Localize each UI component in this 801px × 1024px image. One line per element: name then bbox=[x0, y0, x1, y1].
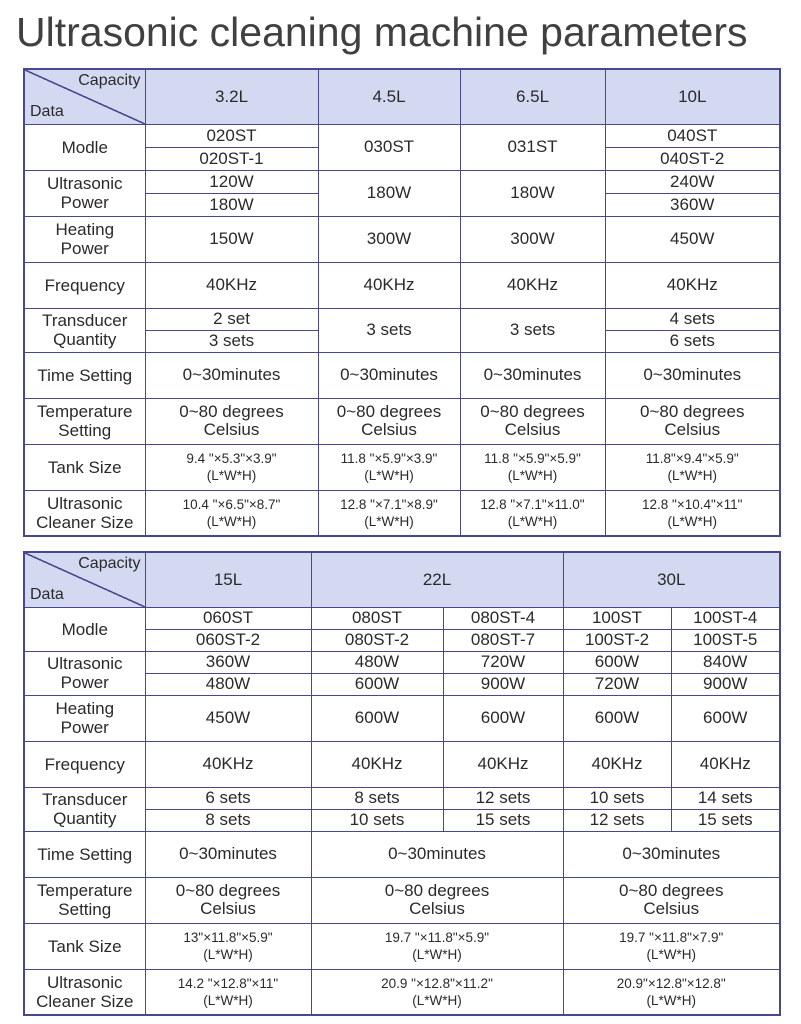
time-cell: 0~30minutes bbox=[460, 352, 605, 398]
label-line: Cleaner Size bbox=[36, 991, 134, 1011]
label-line: Power bbox=[60, 673, 109, 692]
tank-size-cell: 11.8 "×5.9"×5.9" (L*W*H) bbox=[460, 444, 605, 490]
heating-cell: 300W bbox=[318, 216, 460, 262]
label-line: Heating bbox=[55, 699, 115, 718]
row-label-heating-power bbox=[24, 695, 145, 741]
capacity-header: 15L bbox=[145, 552, 311, 607]
power-cell: 720W bbox=[443, 651, 563, 673]
frequency-cell: 40KHz bbox=[605, 262, 780, 308]
capacity-label: Capacity bbox=[78, 555, 141, 572]
heating-cell: 150W bbox=[145, 216, 318, 262]
header-corner-cell bbox=[24, 69, 145, 124]
row-label-temperature-setting bbox=[24, 877, 145, 923]
heating-cell: 600W bbox=[563, 695, 671, 741]
capacity-header: 22L bbox=[311, 552, 563, 607]
row-label-frequency: Frequency bbox=[24, 262, 145, 308]
tank-size-cell: 9.4 "×5.3"×3.9" (L*W*H) bbox=[145, 444, 318, 490]
row-label-time-setting: Time Setting bbox=[24, 831, 145, 877]
model-cell: 020ST bbox=[145, 124, 318, 147]
model-cell: 080ST-7 bbox=[443, 629, 563, 651]
row-label-time-setting: Time Setting bbox=[24, 352, 145, 398]
power-cell: 840W bbox=[671, 651, 780, 673]
frequency-cell: 40KHz bbox=[145, 262, 318, 308]
capacity-header: 3.2L bbox=[145, 69, 318, 124]
transducer-cell: 6 sets bbox=[605, 330, 780, 352]
heating-cell: 450W bbox=[145, 695, 311, 741]
model-cell: 040ST-2 bbox=[605, 147, 780, 170]
transducer-cell: 14 sets bbox=[671, 787, 780, 809]
page-title: Ultrasonic cleaning machine parameters bbox=[16, 9, 748, 55]
label-line: Cleaner Size bbox=[36, 512, 134, 532]
transducer-cell: 15 sets bbox=[443, 809, 563, 831]
frequency-cell: 40KHz bbox=[318, 262, 460, 308]
power-cell: 180W bbox=[460, 170, 605, 216]
time-cell: 0~30minutes bbox=[145, 831, 311, 877]
time-cell: 0~30minutes bbox=[145, 352, 318, 398]
model-cell: 060ST-2 bbox=[145, 629, 311, 651]
row-label-ultrasonic-power bbox=[24, 170, 145, 216]
header-corner-cell bbox=[24, 552, 145, 607]
power-cell: 360W bbox=[145, 651, 311, 673]
model-cell: 040ST bbox=[605, 124, 780, 147]
temperature-cell: 0~80 degrees Celsius bbox=[311, 877, 563, 923]
spec-table-small bbox=[23, 68, 781, 537]
label-line: Setting bbox=[58, 421, 112, 440]
transducer-cell: 12 sets bbox=[563, 809, 671, 831]
transducer-cell: 3 sets bbox=[460, 308, 605, 352]
frequency-cell: 40KHz bbox=[671, 741, 780, 787]
tank-size-cell: 13"×11.8"×5.9" (L*W*H) bbox=[145, 923, 311, 969]
row-label-ultrasonic-power bbox=[24, 651, 145, 695]
transducer-cell: 3 sets bbox=[145, 330, 318, 352]
time-cell: 0~30minutes bbox=[563, 831, 780, 877]
frequency-cell: 40KHz bbox=[145, 741, 311, 787]
temperature-cell: 0~80 degrees Celsius bbox=[563, 877, 780, 923]
heating-cell: 600W bbox=[671, 695, 780, 741]
cleaner-size-cell: 12.8 "×7.1"×11.0" (L*W*H) bbox=[460, 490, 605, 536]
tank-size-cell: 11.8 "×5.9"×3.9" (L*W*H) bbox=[318, 444, 460, 490]
power-cell: 120W bbox=[145, 170, 318, 193]
cleaner-size-cell: 20.9 "×12.8"×11.2" (L*W*H) bbox=[311, 969, 563, 1015]
transducer-cell: 8 sets bbox=[311, 787, 443, 809]
power-cell: 720W bbox=[563, 673, 671, 695]
model-cell: 080ST-2 bbox=[311, 629, 443, 651]
capacity-header: 4.5L bbox=[318, 69, 460, 124]
transducer-cell: 12 sets bbox=[443, 787, 563, 809]
transducer-cell: 6 sets bbox=[145, 787, 311, 809]
cleaner-size-cell: 12.8 "×7.1"×8.9" (L*W*H) bbox=[318, 490, 460, 536]
power-cell: 180W bbox=[145, 193, 318, 216]
temperature-cell: 0~80 degrees Celsius bbox=[318, 398, 460, 444]
transducer-cell: 15 sets bbox=[671, 809, 780, 831]
power-cell: 600W bbox=[311, 673, 443, 695]
model-cell: 100ST-2 bbox=[563, 629, 671, 651]
data-label: Data bbox=[30, 585, 64, 603]
row-label-tank-size: Tank Size bbox=[24, 923, 145, 969]
temperature-cell: 0~80 degrees Celsius bbox=[460, 398, 605, 444]
frequency-cell: 40KHz bbox=[563, 741, 671, 787]
row-label-tank-size: Tank Size bbox=[24, 444, 145, 490]
label-line: Transducer bbox=[42, 790, 128, 809]
power-cell: 240W bbox=[605, 170, 780, 193]
label-line: Ultrasonic bbox=[46, 972, 123, 992]
label-line: Quantity bbox=[53, 809, 117, 828]
transducer-cell: 8 sets bbox=[145, 809, 311, 831]
tank-size-cell: 11.8"×9.4"×5.9" (L*W*H) bbox=[605, 444, 780, 490]
cleaner-size-cell: 20.9"×12.8"×12.8" (L*W*H) bbox=[563, 969, 780, 1015]
label-line: Power bbox=[60, 718, 109, 737]
label-line: Heating bbox=[55, 220, 115, 239]
spec-table-large bbox=[23, 551, 781, 1016]
label-line: Temperature bbox=[37, 402, 133, 421]
power-cell: 360W bbox=[605, 193, 780, 216]
heating-cell: 450W bbox=[605, 216, 780, 262]
label-line: Transducer bbox=[42, 311, 128, 330]
cleaner-size-cell: 14.2 "×12.8"×11" (L*W*H) bbox=[145, 969, 311, 1015]
time-cell: 0~30minutes bbox=[318, 352, 460, 398]
model-cell: 020ST-1 bbox=[145, 147, 318, 170]
label-line: Power bbox=[60, 239, 109, 258]
power-cell: 480W bbox=[145, 673, 311, 695]
power-cell: 480W bbox=[311, 651, 443, 673]
frequency-cell: 40KHz bbox=[443, 741, 563, 787]
capacity-label: Capacity bbox=[78, 72, 141, 89]
label-line: Setting bbox=[58, 900, 112, 919]
label-line: Ultrasonic bbox=[46, 493, 123, 513]
transducer-cell: 4 sets bbox=[605, 308, 780, 330]
data-label: Data bbox=[30, 102, 64, 120]
temperature-cell: 0~80 degrees Celsius bbox=[605, 398, 780, 444]
model-cell: 100ST bbox=[563, 607, 671, 629]
power-cell: 600W bbox=[563, 651, 671, 673]
transducer-cell: 3 sets bbox=[318, 308, 460, 352]
transducer-cell: 10 sets bbox=[563, 787, 671, 809]
tank-size-cell: 19.7 "×11.8"×5.9" (L*W*H) bbox=[311, 923, 563, 969]
row-label-frequency: Frequency bbox=[24, 741, 145, 787]
label-line: Ultrasonic bbox=[46, 174, 123, 193]
power-cell: 900W bbox=[443, 673, 563, 695]
temperature-cell: 0~80 degrees Celsius bbox=[145, 398, 318, 444]
label-line: Power bbox=[60, 193, 109, 212]
row-label-model: Modle bbox=[24, 124, 145, 170]
model-cell: 100ST-4 bbox=[671, 607, 780, 629]
time-cell: 0~30minutes bbox=[605, 352, 780, 398]
tank-size-cell: 19.7 "×11.8"×7.9" (L*W*H) bbox=[563, 923, 780, 969]
temperature-cell: 0~80 degrees Celsius bbox=[145, 877, 311, 923]
model-cell: 080ST bbox=[311, 607, 443, 629]
label-line: Quantity bbox=[53, 330, 117, 349]
transducer-cell: 2 set bbox=[145, 308, 318, 330]
frequency-cell: 40KHz bbox=[311, 741, 443, 787]
model-cell: 100ST-5 bbox=[671, 629, 780, 651]
frequency-cell: 40KHz bbox=[460, 262, 605, 308]
transducer-cell: 10 sets bbox=[311, 809, 443, 831]
model-cell: 031ST bbox=[460, 124, 605, 170]
model-cell: 060ST bbox=[145, 607, 311, 629]
row-label-model: Modle bbox=[24, 607, 145, 651]
row-label-temperature-setting bbox=[24, 398, 145, 444]
power-cell: 900W bbox=[671, 673, 780, 695]
row-label-transducer-quantity bbox=[24, 787, 145, 831]
row-label-heating-power bbox=[24, 216, 145, 262]
heating-cell: 600W bbox=[443, 695, 563, 741]
power-cell: 180W bbox=[318, 170, 460, 216]
time-cell: 0~30minutes bbox=[311, 831, 563, 877]
cleaner-size-cell: 12.8 "×10.4"×11" (L*W*H) bbox=[605, 490, 780, 536]
cleaner-size-cell: 10.4 "×6.5"×8.7" (L*W*H) bbox=[145, 490, 318, 536]
model-cell: 030ST bbox=[318, 124, 460, 170]
row-label-cleaner-size bbox=[24, 490, 145, 536]
heating-cell: 600W bbox=[311, 695, 443, 741]
label-line: Temperature bbox=[37, 881, 133, 900]
row-label-cleaner-size bbox=[24, 969, 145, 1015]
capacity-header: 6.5L bbox=[460, 69, 605, 124]
capacity-header: 10L bbox=[605, 69, 780, 124]
heating-cell: 300W bbox=[460, 216, 605, 262]
label-line: Ultrasonic bbox=[46, 654, 123, 673]
row-label-transducer-quantity bbox=[24, 308, 145, 352]
model-cell: 080ST-4 bbox=[443, 607, 563, 629]
capacity-header: 30L bbox=[563, 552, 780, 607]
